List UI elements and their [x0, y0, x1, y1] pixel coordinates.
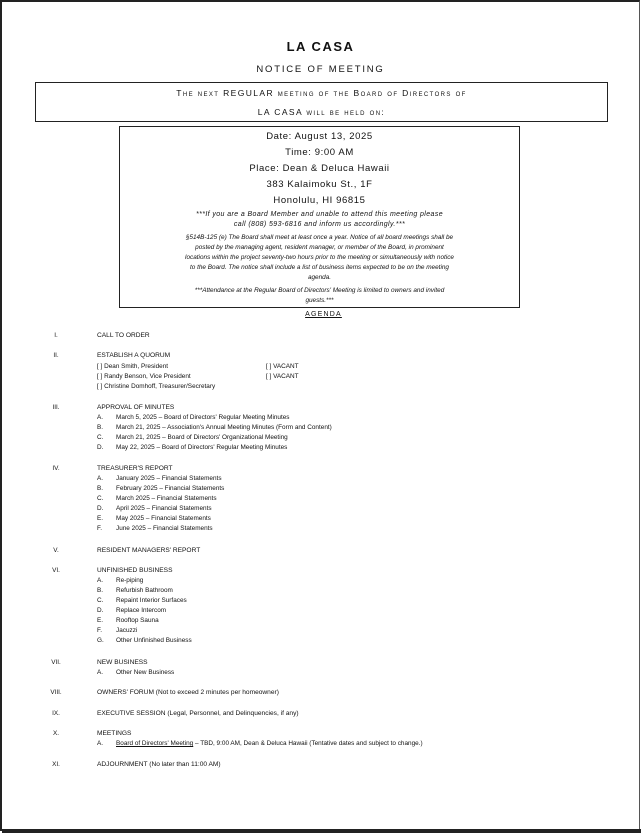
section-owners-forum: OWNERS' FORUM (Not to exceed 2 minutes per homeowner) [97, 689, 279, 696]
section-number: IV. [52, 465, 60, 472]
item-letter: A. [97, 414, 104, 421]
item-letter: B. [97, 485, 104, 492]
intro-line-1: The next REGULAR meeting of the Board of Directors of [176, 88, 467, 98]
board-note-line-2: call (808) 593-6816 and inform us accordingly.*** [233, 221, 406, 228]
section-approval-of-minutes: APPROVAL OF MINUTES [97, 404, 175, 411]
agenda-item [97, 485, 224, 492]
attendance-note-line-1: ***Attendance at the Regular Board of Directors' Meeting is limited to owners and invited [194, 287, 445, 294]
section-number: VIII. [50, 689, 62, 696]
item-letter: C. [97, 597, 104, 604]
item-text: – TBD, 9:00 AM, Dean & Deluca Hawaii (Tentative dates and subject to change.) [193, 740, 423, 747]
item-text: Jacuzzi [116, 627, 138, 634]
section-number: I. [54, 332, 58, 339]
agenda-heading: AGENDA [305, 311, 342, 318]
agenda-item [97, 475, 222, 482]
item-text: March 21, 2025 – Association's Annual Meeting Minutes (Form and Content) [116, 424, 332, 431]
section-number: XI. [52, 761, 60, 768]
item-letter: E. [97, 617, 104, 624]
item-letter: G. [97, 637, 104, 644]
item-letter: C. [97, 495, 104, 502]
item-text: Repaint Interior Surfaces [116, 597, 187, 604]
item-text: Refurbish Bathroom [116, 587, 173, 594]
section-new-business: NEW BUSINESS [97, 659, 148, 666]
board-meeting-link[interactable]: Board of Directors' Meeting [116, 740, 194, 747]
item-text: June 2025 – Financial Statements [116, 525, 213, 532]
agenda-item [97, 414, 290, 421]
item-letter: A. [97, 475, 104, 482]
agenda-item [97, 740, 423, 747]
meeting-address-line-1: 383 Kalaimoku St., 1F [266, 179, 373, 190]
item-text: May 22, 2025 – Board of Directors' Regular Meeting Minutes [116, 444, 288, 451]
org-name: LA CASA [286, 39, 355, 54]
board-note-line-1: ***If you are a Board Member and unable to attend this meeting please [195, 211, 444, 218]
statute-line-5: agenda. [307, 274, 332, 281]
item-letter: D. [97, 444, 104, 451]
item-letter: D. [97, 505, 104, 512]
agenda-item [97, 607, 166, 614]
agenda-item [97, 669, 174, 676]
agenda-item [97, 617, 159, 624]
agenda-item [97, 637, 192, 644]
agenda-item [97, 597, 187, 604]
item-text: January 2025 – Financial Statements [116, 475, 222, 482]
item-text: Other New Business [116, 669, 175, 676]
item-text: Re-piping [116, 577, 144, 584]
item-text: Rooftop Sauna [116, 617, 159, 624]
statute-line-4: to the Board. The notice shall include a list of business items expected to be on the meeting [190, 264, 449, 271]
item-letter: A. [97, 669, 104, 676]
meeting-address-line-2: Honolulu, HI 96815 [273, 195, 366, 206]
section-number: VII. [51, 659, 61, 666]
item-text: April 2025 – Financial Statements [116, 505, 212, 512]
item-letter: C. [97, 434, 104, 441]
section-number: VI. [52, 567, 60, 574]
statute-line-1: §514B-125 (e) The Board shall meet at least once a year. Notice of all board meetings shall be [185, 234, 454, 241]
page-bottom-border [2, 829, 641, 833]
item-letter: D. [97, 607, 104, 614]
agenda-item [97, 505, 212, 512]
agenda-item [97, 587, 173, 594]
agenda-item [97, 577, 143, 584]
item-text: March 5, 2025 – Board of Directors' Regular Meeting Minutes [116, 414, 290, 421]
item-letter: B. [97, 424, 104, 431]
quorum-vacant: [ ] VACANT [266, 373, 299, 380]
statute-line-2: posted by the managing agent, resident manager, or member of the Board, in prominent [195, 244, 444, 251]
item-text: Replace Intercom [116, 607, 167, 614]
meeting-details-box [119, 126, 520, 308]
agenda-item [97, 495, 217, 502]
meeting-date: Date: August 13, 2025 [266, 131, 373, 142]
section-number: II. [53, 352, 59, 359]
section-number: X. [52, 730, 60, 737]
item-letter: F. [97, 525, 102, 532]
item-letter: F. [97, 627, 102, 634]
section-unfinished-business: UNFINISHED BUSINESS [97, 567, 173, 574]
quorum-vacant: [ ] VACANT [266, 363, 299, 370]
item-letter: E. [97, 515, 104, 522]
item-text: March 2025 – Financial Statements [116, 495, 217, 502]
notice-title: NOTICE OF MEETING [256, 64, 385, 75]
agenda-item [97, 525, 213, 532]
agenda-item [97, 434, 288, 441]
section-number: V. [53, 547, 59, 554]
attendance-note-line-2: guests.*** [305, 297, 334, 304]
section-treasurers-report: TREASURER'S REPORT [97, 465, 173, 472]
meeting-place: Place: Dean & Deluca Hawaii [249, 163, 390, 174]
notice-box [35, 82, 608, 122]
quorum-member: [ ] Randy Benson, Vice President [97, 373, 191, 380]
agenda-item [97, 627, 137, 634]
item-text: February 2025 – Financial Statements [116, 485, 225, 492]
section-number: IX. [52, 710, 60, 717]
agenda-item [97, 515, 211, 522]
section-meetings: MEETINGS [97, 730, 132, 737]
quorum-member: [ ] Christine Domhoff, Treasurer/Secretary [97, 383, 216, 390]
intro-line-2: LA CASA will be held on: [257, 107, 386, 117]
item-letter: A. [97, 577, 104, 584]
section-number: III. [52, 404, 60, 411]
item-letter: A. [97, 740, 104, 747]
meeting-time: Time: 9:00 AM [285, 147, 354, 158]
section-quorum: ESTABLISH A QUORUM [97, 352, 171, 359]
item-text: Other Unfinished Business [116, 637, 192, 644]
item-letter: B. [97, 587, 104, 594]
section-call-to-order: CALL TO ORDER [97, 332, 150, 339]
item-text: March 21, 2025 – Board of Directors' Organizational Meeting [116, 434, 288, 441]
agenda-item [97, 444, 287, 451]
agenda-item [97, 424, 332, 431]
section-executive-session: EXECUTIVE SESSION (Legal, Personnel, and Delinquencies, if any) [97, 710, 299, 717]
item-text: May 2025 – Financial Statements [116, 515, 211, 522]
quorum-member: [ ] Dean Smith, President [97, 363, 169, 370]
section-resident-managers-report: RESIDENT MANAGERS' REPORT [97, 547, 201, 554]
statute-line-3: locations within the project seventy-two hours prior to the meeting or simultaneously with notice [185, 254, 454, 261]
section-adjournment: ADJOURNMENT (No later than 11:00 AM) [97, 761, 221, 768]
